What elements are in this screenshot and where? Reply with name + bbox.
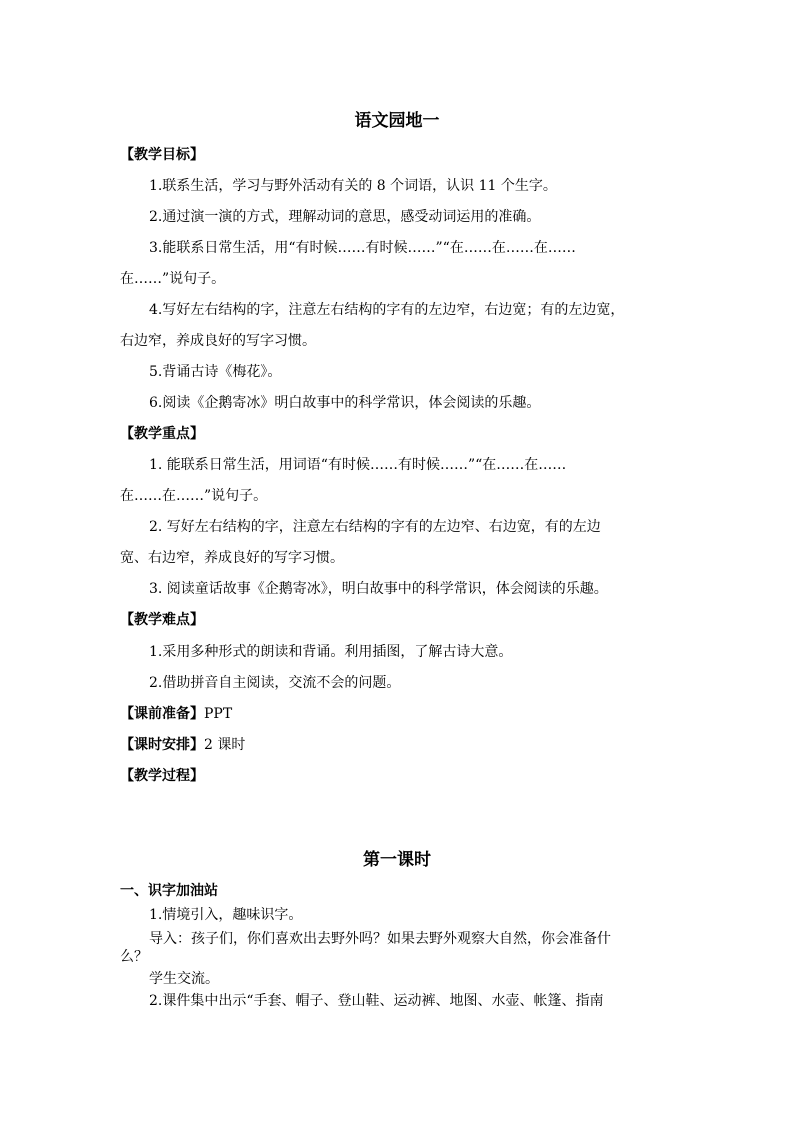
goal-item: 3.能联系日常生活，用“有时候……有时候……”“在……在……在…… <box>149 240 576 256</box>
difficulty-item: 2.借助拼音自主阅读，交流不会的问题。 <box>149 675 401 691</box>
preparation-value: PPT <box>204 706 233 722</box>
schedule-value: 2 课时 <box>204 737 246 753</box>
lesson-line: 学生交流。 <box>149 971 219 987</box>
goal-item: 4.写好左右结构的字，注意左右结构的字有的左边窄，右边宽；有的左边宽， <box>149 302 625 318</box>
document-title: 语文园地一 <box>354 111 440 131</box>
preparation-heading: 【课前准备】 <box>120 706 204 722</box>
lesson-line: 1.情境引入，趣味识字。 <box>149 907 303 923</box>
goal-item-continued: 在……”说句子。 <box>120 271 226 287</box>
schedule-row <box>120 735 245 755</box>
difficulty-item: 1.采用多种形式的朗读和背诵。利用插图，了解古诗大意。 <box>149 644 513 660</box>
lesson-line-continued: 么？ <box>120 949 148 965</box>
lesson-title: 第一课时 <box>363 850 431 870</box>
key-point-item-continued: 宽、右边窄，养成良好的写字习惯。 <box>120 550 344 566</box>
goal-item: 6.阅读《企鹅寄冰》明白故事中的科学常识，体会阅读的乐趣。 <box>149 395 541 411</box>
key-point-item: 3. 阅读童话故事《企鹅寄冰》，明白故事中的科学常识，体会阅读的乐趣。 <box>149 581 608 597</box>
goal-item: 5.背诵古诗《梅花》。 <box>149 364 282 380</box>
lesson-line: 2.课件集中出示“手套、帽子、登山鞋、运动裤、地图、水壶、帐篷、指南 <box>149 993 604 1009</box>
key-points-heading: 【教学重点】 <box>120 426 204 442</box>
preparation-row <box>120 704 232 724</box>
process-heading: 【教学过程】 <box>120 768 204 784</box>
goal-item-continued: 右边窄，养成良好的写字习惯。 <box>120 333 316 349</box>
section-heading: 一、识字加油站 <box>120 883 218 899</box>
difficulties-heading: 【教学难点】 <box>120 612 204 628</box>
goal-item: 1.联系生活，学习与野外活动有关的 8 个词语，认识 11 个生字。 <box>149 178 557 194</box>
goals-heading: 【教学目标】 <box>120 147 204 163</box>
goal-item: 2.通过演一演的方式，理解动词的意思，感受动词运用的准确。 <box>149 209 541 225</box>
schedule-heading: 【课时安排】 <box>120 737 204 753</box>
key-point-item-continued: 在……在……”说句子。 <box>120 488 268 504</box>
key-point-item: 2. 写好左右结构的字，注意左右结构的字有的左边窄、右边宽，有的左边 <box>149 519 601 535</box>
key-point-item: 1. 能联系日常生活，用词语“有时候……有时候……”“在……在…… <box>149 457 567 473</box>
lesson-line: 导入：孩子们，你们喜欢出去野外吗？如果去野外观察大自然，你会准备什 <box>149 931 611 947</box>
